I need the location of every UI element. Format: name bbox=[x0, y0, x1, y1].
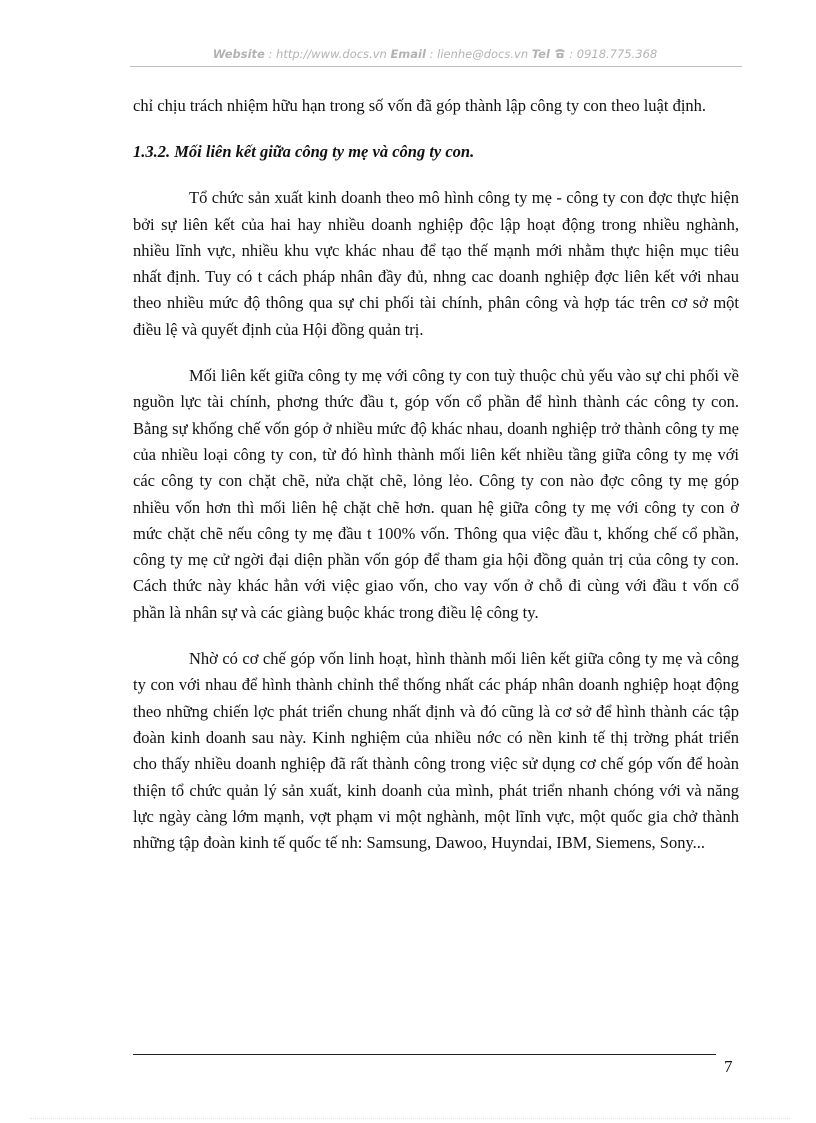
paragraph-continuation: chỉ chịu trách nhiệm hữu hạn trong số vốn đã góp thành lập công ty con theo luật định. bbox=[133, 96, 707, 115]
tel-label: Tel bbox=[531, 47, 550, 61]
header-divider bbox=[130, 66, 742, 67]
email-value: : lienhe@docs.vn bbox=[425, 47, 529, 61]
document-body bbox=[133, 93, 739, 856]
footer-divider bbox=[133, 1054, 716, 1055]
page-header bbox=[130, 47, 740, 61]
page-number: 7 bbox=[724, 1057, 733, 1076]
phone-icon bbox=[554, 47, 570, 61]
paragraph-3: Nhờ có cơ chế góp vốn linh hoạt, hình thành mối liên kết giữa công ty mẹ và công ty con với nhau để hình thành chỉnh thể thống nhất các pháp nhân doanh nghiệp hoạt động theo những chiến lợc phát triển chung nhất định và đó cũng là cơ sở để hình thành các tập đoàn kinh doanh sau này. Kinh nghiệm của nhiều nớc có nền kinh tế thị trờng phát triển cho thấy nhiều doanh nghiệp đã rất thành công trong việc sử dụng cơ chế góp vốn để hoàn thiện tổ chức quản lý sản xuất, kinh doanh của mình, phát triển nhanh chóng với và năng lực ngày càng lớm mạnh, vợt phạm vi một nghành, một lĩnh vực, một quốc gia chở thành những tập đoàn kinh tế quốc tế nh: Samsung, Dawoo, Huyndai, IBM, Siemens, Sony... bbox=[133, 649, 739, 853]
section-heading: 1.3.2. Mối liên kết giữa công ty mẹ và công ty con. bbox=[133, 142, 475, 162]
page-edge-divider bbox=[30, 1118, 790, 1119]
website-label: Website bbox=[212, 47, 265, 61]
paragraph-2: Mối liên kết giữa công ty mẹ với công ty con tuỳ thuộc chủ yếu vào sự chi phối về nguồn lực tài chính, phơng thức đầu t, góp vốn cổ phần để hình thành các công ty con. Bằng sự khống chế vốn góp ở nhiều mức độ khác nhau, doanh nghiệp trở thành công ty mẹ của nhiều loại công ty con, từ đó hình thành mối liên kết nhiều tầng giữa công ty mẹ với các công ty con chặt chẽ, nửa chặt chẽ, lỏng lẻo. Công ty con nào đợc công ty mẹ góp nhiều vốn hơn thì mối liên hệ chặt chẽ hơn. quan hệ giữa công ty mẹ với công ty con ở mức chặt chẽ nếu công ty mẹ đầu t 100% vốn. Thông qua việc đầu t, khống chế cổ phần, công ty mẹ cử ngời đại diện phần vốn góp để tham gia hội đồng quản trị của công ty con. Cách thức này khác hẳn với việc giao vốn, cho vay vốn ở chỗ đi cùng với đầu t vốn cổ phần là nhân sự và các giàng buộc khác trong điều lệ công ty. bbox=[133, 366, 739, 622]
paragraph-1: Tổ chức sản xuất kinh doanh theo mô hình công ty mẹ - công ty con đợc thực hiện bởi sự liên kết của hai hay nhiều doanh nghiệp độc lập hoạt động trong nhiều nghành, nhiều lĩnh vực, nhiều khu vực khác nhau để tạo thế mạnh mới nhằm thực hiện mục tiêu nhất định. Tuy có t cách pháp nhân đầy đủ, nhng cac doanh nghiệp đợc liên kết với nhau theo nhiều mức độ thông qua sự chi phối tài chính, phân công và hợp tác trên cơ sở một điều lệ và quyết định của Hội đồng quản trị. bbox=[133, 188, 739, 339]
website-value: : http://www.docs.vn bbox=[264, 47, 387, 61]
tel-value: : 0918.775.368 bbox=[569, 47, 658, 61]
email-label: Email bbox=[390, 47, 426, 61]
